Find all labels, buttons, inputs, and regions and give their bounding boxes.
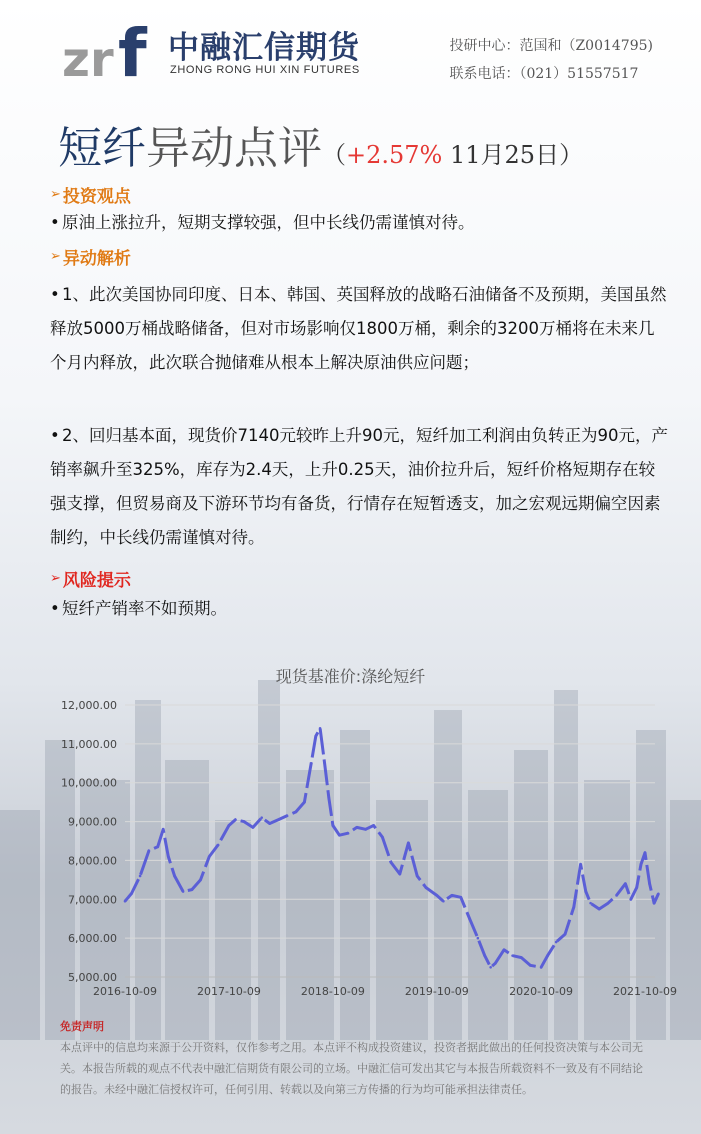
bullet-icon: • bbox=[50, 426, 60, 445]
data-point bbox=[243, 820, 246, 823]
data-point bbox=[338, 834, 341, 837]
data-point bbox=[295, 811, 298, 814]
title-paren: （ bbox=[322, 141, 346, 169]
data-point bbox=[268, 822, 271, 825]
data-point bbox=[314, 735, 317, 738]
x-tick-label: 2020-10-09 bbox=[509, 985, 574, 998]
title-date: 11月25日） bbox=[442, 141, 584, 169]
analysis-item-1: 1、此次美国协同印度、日本、韩国、英国释放的战略石油储备不及预期，美国虽然释放5000万桶战略储备，但对市场影响仅1800万桶，剩余的3200万桶将在未来几个月内释放，此次联合抛储难从根本上解决原油供应问题； bbox=[50, 285, 667, 372]
title-subject: 异动点评 bbox=[146, 123, 322, 174]
data-point bbox=[425, 886, 428, 889]
data-point bbox=[124, 900, 127, 903]
data-point bbox=[624, 882, 627, 885]
data-point bbox=[648, 882, 651, 885]
bullet-icon: • bbox=[50, 599, 60, 618]
y-tick-label: 5,000.00 bbox=[68, 971, 117, 984]
data-point bbox=[286, 814, 289, 817]
data-point bbox=[589, 902, 592, 905]
data-point bbox=[635, 886, 638, 889]
data-point bbox=[217, 844, 220, 847]
x-tick-label: 2017-10-09 bbox=[196, 985, 261, 998]
x-tick-label: 2018-10-09 bbox=[300, 985, 365, 998]
data-point bbox=[381, 836, 384, 839]
chart-series bbox=[124, 727, 660, 969]
disclaimer-title: 免责声明 bbox=[60, 1020, 104, 1033]
data-point bbox=[546, 954, 549, 957]
y-tick-label: 7,000.00 bbox=[68, 893, 117, 907]
price-line-chart bbox=[0, 690, 701, 1010]
header bbox=[0, 0, 701, 100]
data-point bbox=[260, 816, 263, 819]
data-point bbox=[347, 832, 350, 835]
data-point bbox=[573, 906, 576, 909]
analysis-item-2: 2、回归基本面，现货价7140元较昨上升90元，短纤加工利润由负转正为90元，产销率飙升至325%，库存为2.4天，上升0.25天，油价拉升后，短纤价格短期存在较强支撑，但贸易商及下游环节均有备货，行情存在短暂透支，加之宏观远期偏空因素制约，中长线仍需谨慎对待。 bbox=[50, 426, 668, 547]
risk-paragraph bbox=[50, 592, 670, 626]
data-point bbox=[503, 949, 506, 952]
data-point bbox=[328, 797, 331, 800]
section-heading-risk bbox=[50, 566, 131, 591]
x-tick-label: 2016-10-09 bbox=[93, 985, 157, 998]
svg-text:zr: zr bbox=[62, 32, 114, 84]
risk-item: 短纤产销率不如预期。 bbox=[62, 599, 227, 618]
data-point bbox=[494, 962, 497, 965]
data-point bbox=[416, 875, 419, 878]
data-point bbox=[228, 824, 231, 827]
arrow-icon: ➢ bbox=[50, 249, 61, 264]
contact-info bbox=[449, 32, 653, 88]
y-tick-label: 11,000.00 bbox=[61, 737, 117, 751]
data-point bbox=[252, 826, 255, 829]
data-point bbox=[564, 933, 567, 936]
data-point bbox=[442, 900, 445, 903]
data-point bbox=[234, 818, 237, 821]
data-point bbox=[451, 894, 454, 897]
section-heading-risk-label: 风险提示 bbox=[62, 571, 131, 591]
data-point bbox=[323, 762, 326, 765]
data-point bbox=[191, 888, 194, 891]
data-point bbox=[615, 894, 618, 897]
data-point bbox=[644, 851, 647, 854]
chart-x-axis bbox=[93, 977, 677, 998]
data-point bbox=[607, 902, 610, 905]
y-tick-label: 8,000.00 bbox=[68, 854, 117, 868]
data-point bbox=[130, 892, 133, 895]
data-point bbox=[148, 849, 151, 852]
data-point bbox=[483, 954, 486, 957]
x-tick-label: 2021-10-09 bbox=[613, 985, 677, 998]
data-point bbox=[167, 855, 170, 858]
data-point bbox=[390, 861, 393, 864]
data-point bbox=[629, 898, 632, 901]
data-point bbox=[303, 801, 306, 804]
section-heading-view bbox=[50, 182, 131, 207]
data-point bbox=[555, 941, 558, 944]
view-paragraph bbox=[50, 206, 670, 240]
contact-person: 投研中心：范国和（Z0014795) bbox=[449, 38, 653, 54]
data-point bbox=[310, 762, 313, 765]
data-point bbox=[459, 896, 462, 899]
page-title bbox=[58, 112, 583, 176]
chart-title: 现货基准价:涤纶短纤 bbox=[275, 667, 426, 686]
data-point bbox=[407, 842, 410, 845]
data-point bbox=[653, 902, 656, 905]
analysis-paragraph-1 bbox=[50, 278, 670, 380]
data-point bbox=[319, 727, 322, 730]
contact-phone: 联系电话：（021）51557517 bbox=[449, 66, 639, 82]
data-point bbox=[156, 846, 159, 849]
disclaimer-text: 本点评中的信息均来源于公开资料，仅作参考之用。本点评不构成投资建议，投资者据此做出的任何投资决策与本公司无关。本报告所载的观点不代表中融汇信期货有限公司的立场。中融汇信可发出其它与本报告所载资料不一致及有不同结论的报告。未经中融汇信授权许可，任何引用、转载以及向第三方传播的行为均可能承担法律责任。 bbox=[60, 1041, 643, 1096]
bullet-icon: • bbox=[50, 213, 60, 232]
title-product: 短纤 bbox=[58, 123, 146, 174]
data-point bbox=[529, 964, 532, 967]
arrow-icon: ➢ bbox=[50, 571, 61, 586]
data-point bbox=[436, 894, 439, 897]
data-point bbox=[364, 828, 367, 831]
data-point bbox=[208, 855, 211, 858]
data-point bbox=[511, 954, 514, 957]
data-point bbox=[468, 917, 471, 920]
svg-text:f: f bbox=[118, 15, 147, 84]
data-point bbox=[540, 966, 543, 969]
data-point bbox=[199, 879, 202, 882]
chart-grid bbox=[125, 705, 655, 977]
y-tick-label: 10,000.00 bbox=[61, 776, 117, 790]
series-line bbox=[125, 728, 658, 967]
brand-name-en: ZHONG RONG HUI XIN FUTURES bbox=[170, 64, 360, 76]
data-point bbox=[332, 824, 335, 827]
chart-y-axis bbox=[61, 699, 117, 984]
data-point bbox=[173, 875, 176, 878]
data-point bbox=[477, 937, 480, 940]
data-point bbox=[139, 875, 142, 878]
data-point bbox=[584, 890, 587, 893]
data-point bbox=[598, 908, 601, 911]
brand-name-cn: 中融汇信期货 bbox=[168, 30, 360, 66]
section-heading-analysis-label: 异动解析 bbox=[62, 249, 131, 269]
data-point bbox=[182, 890, 185, 893]
price-change: +2.57% bbox=[346, 141, 443, 169]
data-point bbox=[356, 826, 359, 829]
data-point bbox=[372, 824, 375, 827]
data-point bbox=[162, 828, 165, 831]
section-heading-view-label: 投资观点 bbox=[62, 187, 131, 207]
view-item: 原油上涨拉升，短期支撑较强，但中长线仍需谨慎对待。 bbox=[62, 213, 475, 232]
company-logo-icon bbox=[62, 14, 162, 84]
arrow-icon: ➢ bbox=[50, 187, 61, 202]
data-point bbox=[579, 863, 582, 866]
y-tick-label: 6,000.00 bbox=[68, 932, 117, 946]
data-point bbox=[489, 966, 492, 969]
section-heading-analysis bbox=[50, 244, 131, 269]
data-point bbox=[640, 863, 643, 866]
bullet-icon: • bbox=[50, 285, 60, 304]
data-point bbox=[520, 956, 523, 959]
data-point bbox=[657, 893, 660, 896]
data-point bbox=[399, 873, 402, 876]
analysis-paragraph-2 bbox=[50, 419, 670, 555]
data-point bbox=[277, 818, 280, 821]
y-tick-label: 12,000.00 bbox=[61, 699, 117, 712]
x-tick-label: 2019-10-09 bbox=[404, 985, 469, 998]
y-tick-label: 9,000.00 bbox=[68, 815, 117, 829]
